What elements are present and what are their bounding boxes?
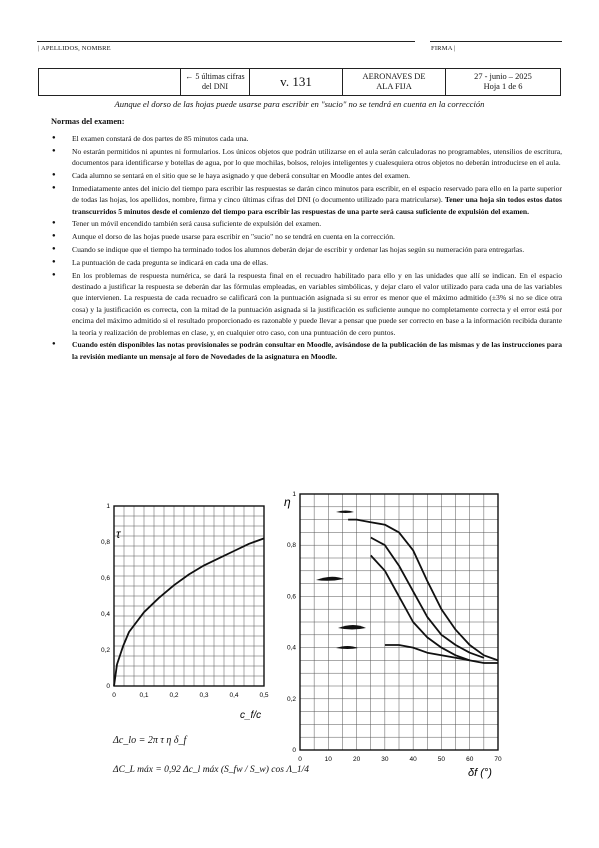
date-sheet-cell [446,69,561,96]
exam-info-table [38,68,561,96]
signature-line [430,41,562,42]
flap-sketch-fowler [336,646,358,649]
y-tick-label: 1 [292,491,296,498]
eta-chart [280,488,510,783]
sheet-number: Hoja 1 de 6 [483,82,523,91]
y-tick-label: 0,2 [286,695,296,703]
x-tick-label: 70 [494,756,502,763]
course-name [343,69,446,96]
x-tick-label: 0,5 [259,692,269,699]
rule-item: ● Aunque el dorso de las hojas puede usarse para escribir en "sucio" no se tendrá en cuenta en la corrección. [72,231,562,242]
course-line1: AERONAVES DE [362,72,426,81]
y-tick-label: 0 [106,683,110,690]
y-tick-label: 0,6 [100,575,110,582]
dni-label: ← 5 últimas cifras del DNI [181,69,250,96]
flap-sketch-split [316,577,344,581]
rule-item: ● En los problemas de respuesta numérica, se dará la respuesta final en el recuadro habilitado para ello y en las unidades que allí se indican. En el espacio destinado a justificar la respuesta se deberán dar las fórmulas empleadas, en variables simbólicas, y dejar claro el valor utilizado para cada una de las variables que intervienen. La respuesta de cada recuadro se calificará con la puntuación asignada si su error es menor que el máximo admitido (±3% si no se dice otra cosa) y la justificación es correcta, con la mitad de la puntuación asignada si la justificación es suficiente aunque no completamente correcta y el error está por encima del máximo admitido si el resultado proporcionado es razonable y puede llevar a pensar que puede ser correcto en base a la información recibida durante la teoría y realización de problemas en clase, y, en cualquier otro caso, con una puntuación de cero puntos. [72,270,562,338]
rule-item: ● Inmediatamente antes del inicio del tiempo para escribir las respuestas se darán cinco minutos para escribir, en el espacio reservado para ello en la parte superior de todas las hojas, los apellidos, nombre, firma y cinco últimas cifras del DNI (o documento utilizado para matricularse). Tener una hoja sin todos estos datos transcurridos 5 minutos desde el comienzo del tiempo para escribir las respuestas de una parte será causa suficiente de expulsión del examen. [72,183,562,217]
tau-x-label: c_f/c [240,710,262,721]
rule-item: ● Cuando estén disponibles las notas provisionales se podrán consultar en Moodle, avisándose de la publicación de las mismas y de las instrucciones para la revisión mediante un mensaje al foro de Novedades de la asignatura en Moodle. [72,339,562,362]
rule-item: ● La puntuación de cada pregunta se indicará en cada una de ellas. [72,257,562,268]
blank-dni-cell [39,69,181,96]
rules-title: Normas del examen: [51,117,125,126]
y-tick-label: 0,8 [286,542,296,550]
exam-date: 27 - junio – 2025 [474,72,532,81]
signature-label: FIRMA | [431,45,456,52]
x-tick-label: 10 [324,756,332,763]
y-tick-label: 0,2 [100,647,110,654]
y-tick-label: 1 [106,503,110,510]
tau-y-label: τ [116,527,121,541]
x-tick-label: 0,2 [169,692,179,699]
rule-item: ● Cuando se indique que el tiempo ha terminado todos los alumnos deberán dejar de escribir y ordenar las hojas según su numeración para entregarlas. [72,244,562,255]
y-tick-label: 0 [292,747,296,754]
flap-airfoil-sketches [316,511,366,650]
y-tick-label: 0,6 [286,593,296,601]
x-tick-label: 60 [466,756,474,763]
scratch-notice: Aunque el dorso de las hojas puede usarse para escribir en "sucio" no se tendrá en cuenta en la corrección [114,99,485,109]
x-tick-label: 0 [298,756,302,763]
x-tick-label: 0,4 [229,692,239,699]
x-tick-label: 0,1 [139,692,149,699]
rule-item: ● Tener un móvil encendido también será causa suficiente de expulsión del examen. [72,218,562,229]
rule-item: ● El examen constará de dos partes de 85 minutos cada una. [72,133,562,144]
x-tick-label: 50 [437,756,446,763]
x-tick-label: 0,3 [199,692,209,699]
series-line-1 [114,538,264,686]
x-tick-label: 0 [112,692,116,699]
x-tick-label: 20 [352,756,361,763]
y-tick-label: 0,4 [100,611,110,618]
y-tick-label: 0,4 [286,644,296,652]
formula-delta-clo: Δc_lo = 2π τ η δ_f [113,735,187,746]
formula-delta-clmax: ΔC_L máx = 0,92 Δc_l máx (S_fw / S_w) cos Λ_1/4 [113,765,309,775]
flap-sketch-plain [336,511,354,514]
eta-y-label: η [284,495,291,509]
rules-list [72,133,562,364]
version-label: v. 131 [250,69,343,96]
x-tick-label: 40 [409,756,417,763]
eta-x-label: δf (°) [468,767,492,779]
x-tick-label: 30 [381,756,389,763]
name-line [37,41,415,42]
course-line2: ALA FIJA [376,82,412,91]
tau-chart [100,496,280,736]
rule-item: ● No estarán permitidos ni apuntes ni formularios. Los únicos objetos que podrán utilizarse en el aula serán calculadoras no programables, utensilios de escritura, documentos para identificarse y botellas de agua, por lo que mochilas, bolsos, relojes inteligentes y cualesquiera otros objetos no deberán introducirse en el aula. [72,146,562,169]
y-tick-label: 0,8 [100,539,110,546]
rule-item: ● Cada alumno se sentará en el sitio que se le haya asignado y que deberá consultar en Moodle antes del examen. [72,170,562,181]
name-label: | APELLIDOS, NOMBRE [38,45,111,52]
